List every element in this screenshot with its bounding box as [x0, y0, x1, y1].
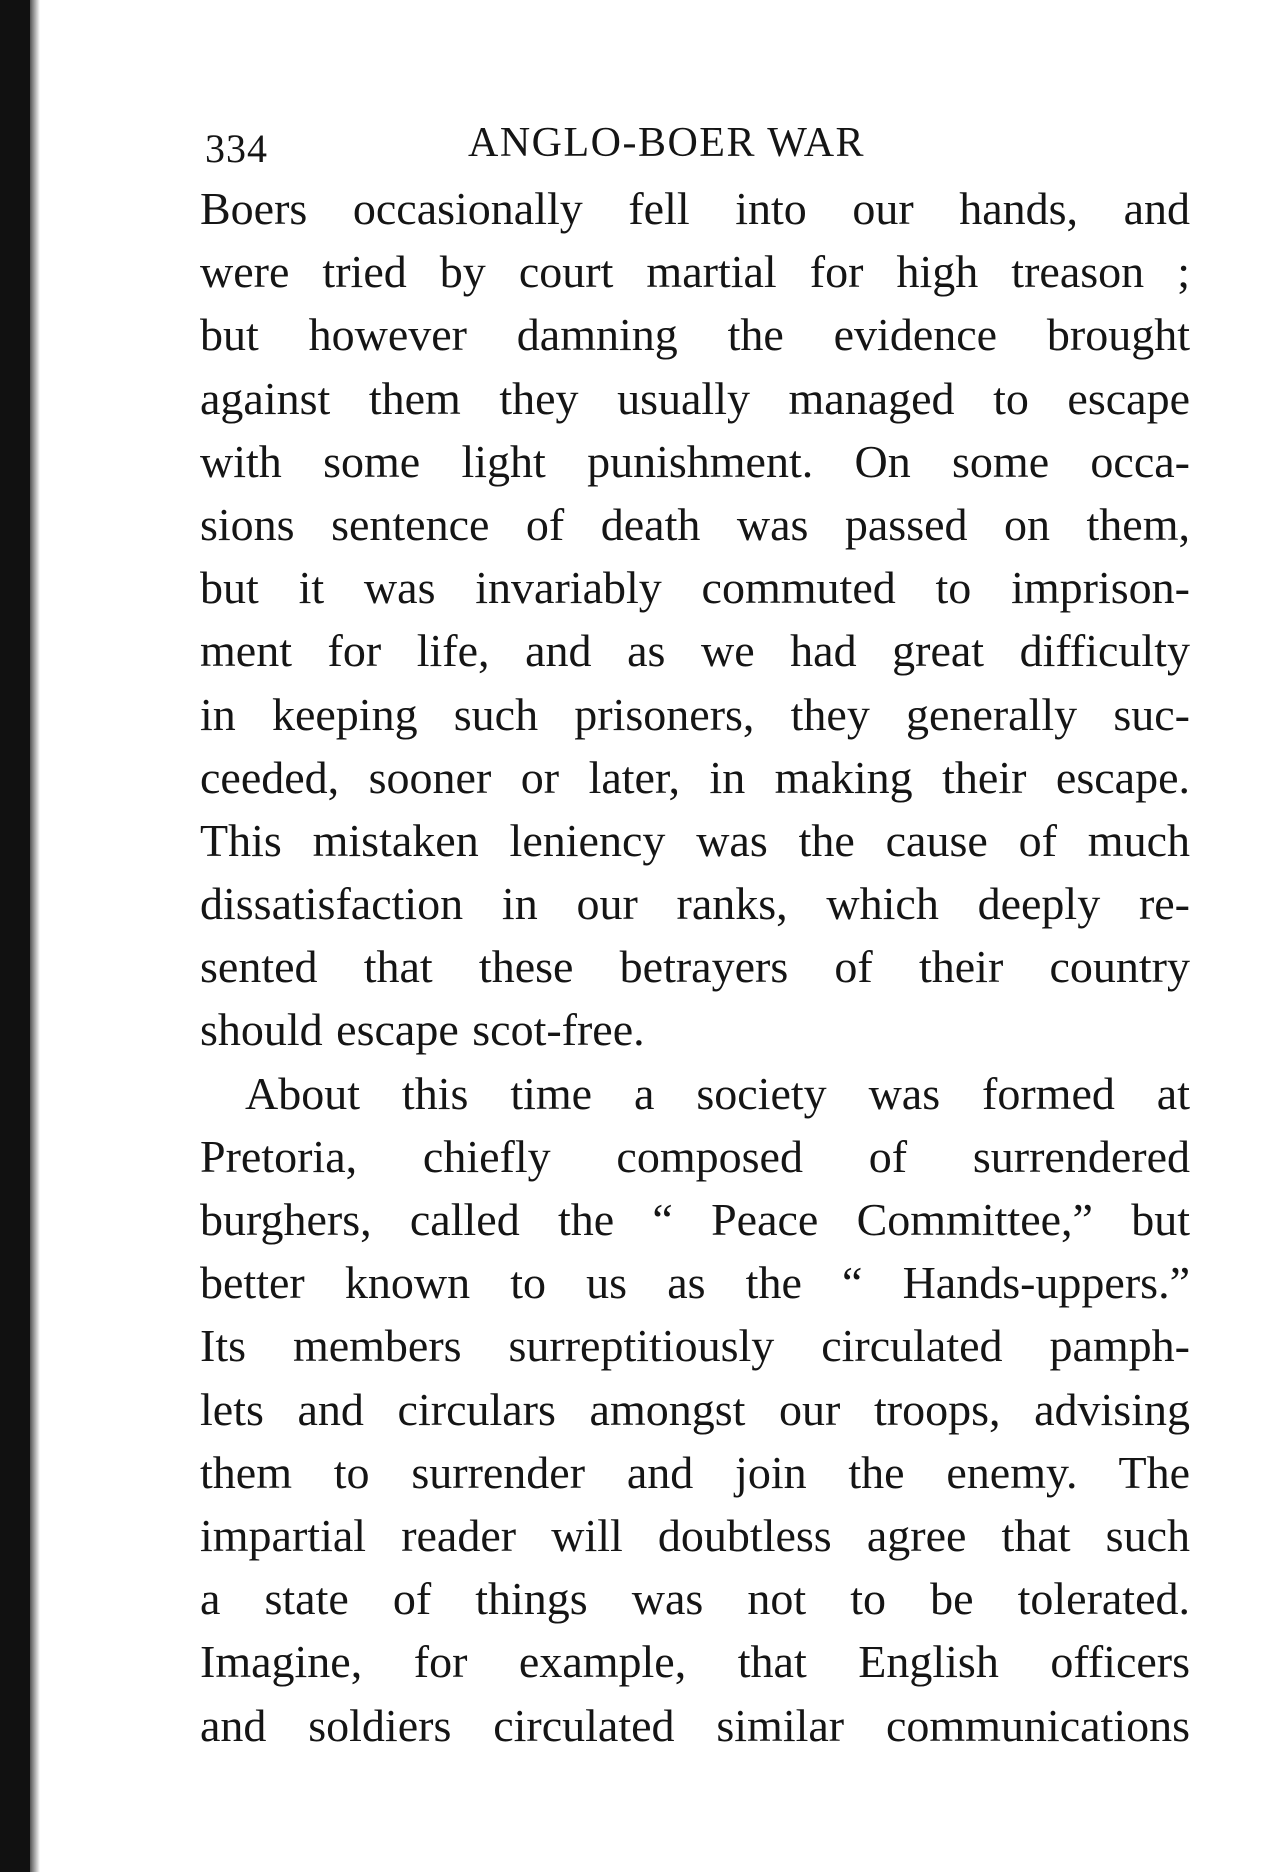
text-line: were tried by court martial for high treason ;: [200, 246, 1190, 298]
text-line: ceeded, sooner or later, in making their escape.: [200, 751, 1190, 803]
text-line: a state of things was not to be tolerated.: [200, 1573, 1190, 1625]
text-line: sented that these betrayers of their country: [200, 941, 1190, 993]
paragraph-end-line: should escape scot-free.: [200, 1004, 645, 1056]
book-binding-edge: [0, 0, 30, 1872]
text-line: with some light punishment. On some occa-: [200, 435, 1190, 487]
text-line: better known to us as the “ Hands-uppers.”: [200, 1257, 1190, 1309]
text-line: lets and circulars amongst our troops, advising: [200, 1383, 1190, 1435]
text-line: but however damning the evidence brought: [200, 309, 1190, 361]
text-line: Imagine, for example, that English officers: [200, 1636, 1190, 1688]
text-line: ment for life, and as we had great difficulty: [200, 625, 1190, 677]
text-line: them to surrender and join the enemy. The: [200, 1446, 1190, 1498]
running-header: [200, 115, 1190, 177]
text-line: Its members surreptitiously circulated pamph-: [200, 1320, 1190, 1372]
paragraph-start-line: About this time a society was formed at: [245, 1067, 1190, 1119]
text-line: burghers, called the “ Peace Committee,” but: [200, 1194, 1190, 1245]
book-binding-shadow: [30, 0, 40, 1872]
text-line: but it was invariably commuted to imprison-: [200, 562, 1190, 614]
body-text: [200, 177, 1190, 1757]
text-line: in keeping such prisoners, they generally suc-: [200, 688, 1190, 740]
text-line: sions sentence of death was passed on them,: [200, 498, 1190, 550]
running-title: ANGLO-BOER WAR: [468, 120, 866, 166]
book-page: [200, 115, 1190, 1757]
text-line: This mistaken leniency was the cause of much: [200, 814, 1190, 866]
text-line: impartial reader will doubtless agree that such: [200, 1509, 1190, 1561]
page-number: 334: [205, 126, 268, 171]
text-line: dissatisfaction in our ranks, which deeply re-: [200, 878, 1190, 930]
text-line: Boers occasionally fell into our hands, and: [200, 183, 1190, 234]
text-line: against them they usually managed to escape: [200, 372, 1190, 424]
text-line: and soldiers circulated similar communications: [200, 1699, 1190, 1751]
text-line: Pretoria, chiefly composed of surrendered: [200, 1130, 1190, 1182]
